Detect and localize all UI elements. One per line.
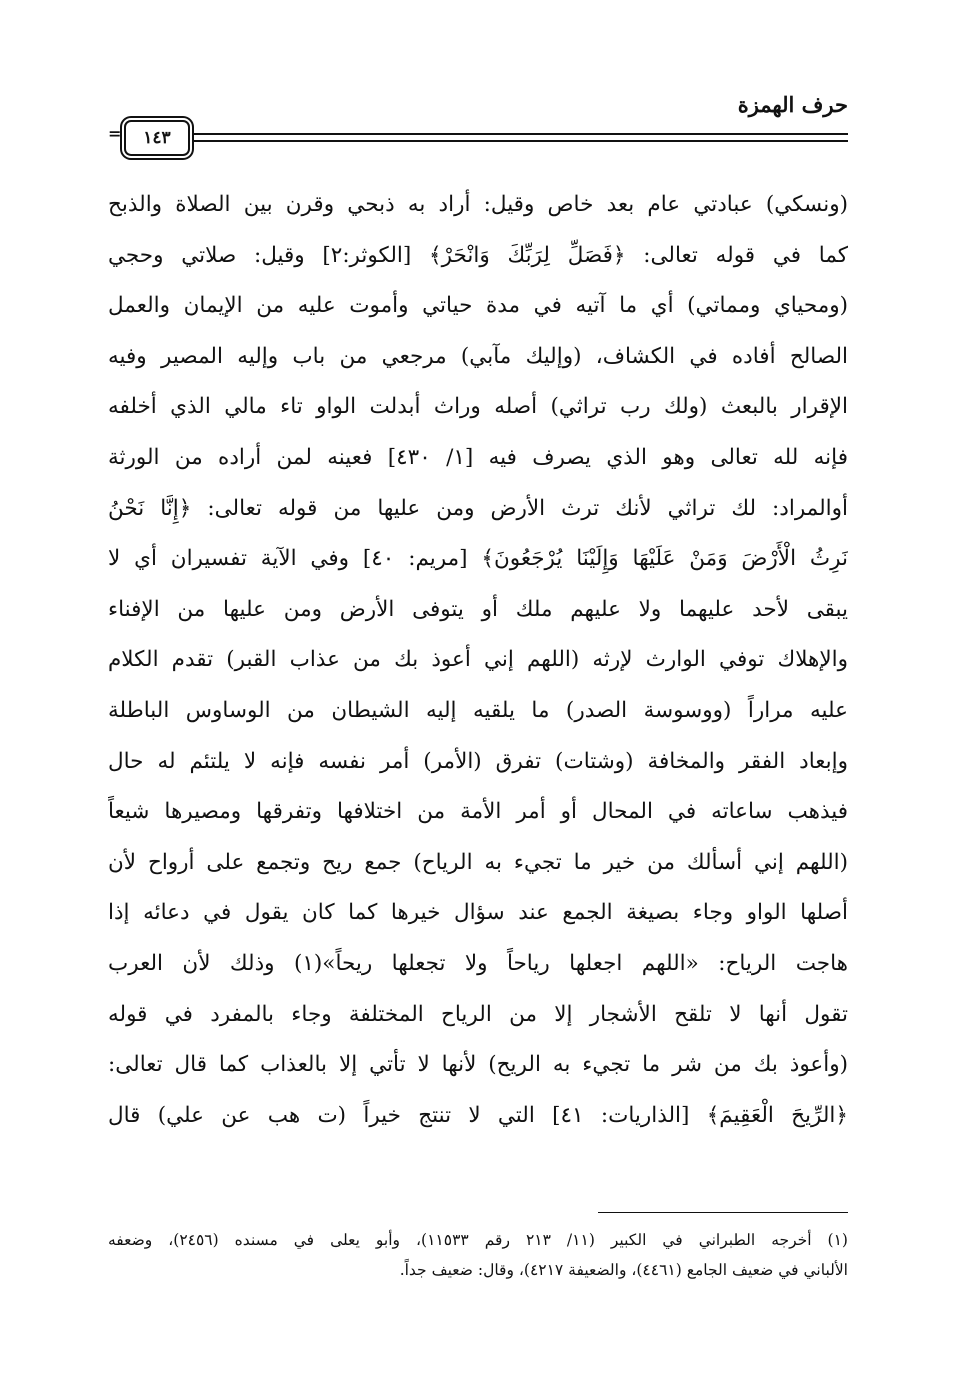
text-line: وإبعاد الفقر والمخافة (وشتات) تفرق (الأمر) أمر نفسه فإنه لا يلتئم له حال [108,748,848,774]
main-text [108,180,848,1141]
text-line: أصلها الواو وجاء بصيغة الجمع عند سؤال خيرها كما كان يقول في دعائه إذا [108,900,848,926]
text-line: ﴿الرِّيحَ الْعَقِيمَ﴾ [الذاريات: ٤١] التي لا تنتج خيراً (ت هب عن علي) قال [108,1102,848,1128]
text-line: (ونسكي) عبادتي عام بعد خاص وقيل: أراد به ذبحي وقرن بين الصلاة والذبح [108,192,848,217]
footnote-separator [598,1212,848,1213]
header-ornament: = [108,124,122,143]
text-line: الصالح أفاده في الكشاف، (وإليك مآبي) مرجعي من باب وإليه المصير وفيه [108,343,848,369]
footnotes [108,1225,848,1285]
running-title: حرف الهمزة [737,92,848,117]
text-line: كما في قوله تعالى: ﴿فَصَلِّ لِرَبِّكَ وَانْحَرْ﴾ [الكوثر:٢] وقيل: صلاتي وحجي [108,242,848,268]
text-line: والإهلاك توفي الوارث لإرثه (اللهم إني أعوذ بك من عذاب القبر) تقدم الكلام [108,647,848,673]
page-header [108,92,848,152]
text-line: هاجت الرياح: «اللهم اجعلها رياحاً ولا تجعلها ريحاً»(١) وذلك لأن العرب [108,950,848,976]
text-line: يبقى لأحد عليهما ولا عليهم ملك أو يتوفى الأرض ومن عليها من الإفناء [108,596,848,622]
page-number: ١٤٣ [124,120,190,156]
text-line: فإنه لله تعالى وهو الذي يصرف فيه [١/ ٤٣٠] فعينه لمن أراده من الورثة [108,444,848,470]
header-rule [192,133,848,135]
footnote-line: (١) أخرجه الطبراني في الكبير (١١/ ٢١٣ رقم ١١٥٣٣)، وأبو يعلى في مسنده (٢٤٥٦)، وضعفه [108,1231,848,1249]
text-line: الإقرار بالبعث (ولك رب تراثي) أصله وراث أبدلت الواو تاء مالي الذي أخلفه [108,394,848,420]
text-line: فيذهب ساعاته في المحال أو أمر الأمة من اختلافها وتفرقها ومصيرها شيعاً [108,799,848,825]
text-line: تقول أنها لا تلقح الأشجار إلا من الرياح المختلفة وجاء بالمفرد في قوله [108,1001,848,1027]
text-line: عليه مراراً (ووسوسة الصدر) ما يلقيه إليه الشيطان من الوساوس الباطلة [108,697,848,723]
text-line: (ومحياي ومماتي) أي ما آتيه في مدة حياتي وأموت عليه من الإيمان والعمل [108,293,848,319]
header-rule [192,140,848,142]
footnote-line: الألباني في ضعيف الجامع (٤٤٦١)، والضعيفة ٤٢١٧)، وقال: ضعيف جداً. [399,1261,848,1279]
text-line: (اللهم إني أسألك من خير ما تجيء به الرياح) جمع ريح وتجمع على أرواح لأن [108,849,848,875]
text-line: نَرِثُ الْأَرْضَ وَمَنْ عَلَيْهَا وَإِلَيْنَا يُرْجَعُونَ﴾ [مريم: ٤٠] وفي الآية تفسيران أي لا [108,546,848,572]
text-line: أوالمراد: لك تراثي لأنك ترث الأرض ومن عليها من قوله تعالى: ﴿إِنَّا نَحْنُ [108,495,848,521]
text-line: (وأعوذ بك من شر ما تجيء به الريح) لأنها لا تأتي إلا بالعذاب كما قال تعالى: [108,1052,848,1078]
